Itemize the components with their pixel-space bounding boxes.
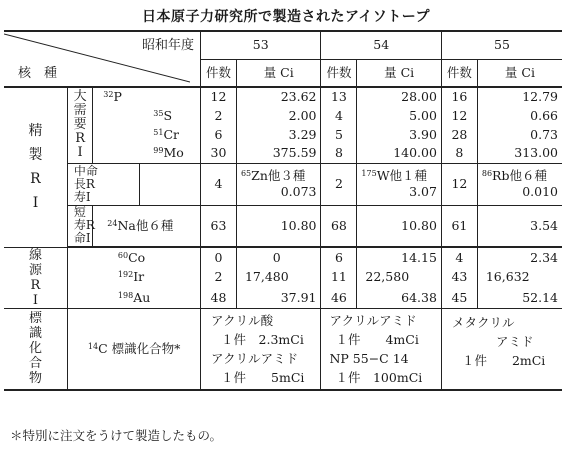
count-header-53: 件数 — [201, 59, 237, 87]
amount-55-ir192: 16,632 — [485, 269, 530, 285]
year-53-header: 53 — [201, 31, 321, 59]
labeled-55-line3: １件 2mCi — [461, 352, 546, 368]
count-55-ir192: 43 — [441, 267, 477, 287]
isotope-p32: $^{32}$P — [93, 87, 201, 106]
amount-54-p32: 28.00 — [357, 87, 442, 106]
refined-ri-group: 精 製 R I — [4, 87, 67, 247]
count-54-na24: 68 — [321, 205, 357, 247]
count-53-mid: 4 — [201, 163, 237, 205]
count-55-mid: 12 — [441, 163, 477, 205]
nuclide-53-mid: $^{65}$Zn他３種 0.073 — [236, 163, 321, 205]
count-53-ir192: 2 — [201, 267, 237, 287]
amount-54-mo99: 140.00 — [357, 144, 442, 163]
labeled-53 — [201, 308, 321, 390]
labeled-compound-group: 標 識 化 合 物 — [4, 308, 67, 390]
count-55-s35: 12 — [441, 106, 477, 125]
count-54-p32: 13 — [321, 87, 357, 106]
count-53-mo99: 30 — [201, 144, 237, 163]
amount-54-co60: 14.15 — [357, 247, 442, 267]
count-55-cr51: 28 — [441, 125, 477, 144]
amount-53-mid: 0.073 — [280, 184, 317, 199]
labeled-54-line3: NP 55−C 14 — [329, 350, 409, 366]
isotope-au198: $^{198}$Au — [67, 288, 200, 308]
amount-53-p32: 23.62 — [236, 87, 321, 106]
amount-53-co60: 0 — [236, 247, 321, 267]
count-53-p32: 12 — [201, 87, 237, 106]
amount-54-au198: 64.38 — [357, 288, 442, 308]
labeled-54-line2: １件 4mCi — [335, 331, 419, 347]
labeled-53-line4: １件 5mCi — [221, 369, 305, 385]
count-54-ir192: 11 — [321, 267, 357, 287]
labeled-53-line1: アクリル酸 — [211, 312, 274, 328]
mid-life-group: 中 長 寿命 R I — [67, 163, 139, 205]
header-corner-cell — [4, 31, 201, 87]
count-53-na24: 63 — [201, 205, 237, 247]
labeled-53-line2: １件 2.3mCi — [221, 331, 304, 347]
year-54-header: 54 — [321, 31, 441, 59]
count-54-mo99: 8 — [321, 144, 357, 163]
amount-55-cr51: 0.73 — [530, 126, 558, 142]
count-54-mid: 2 — [321, 163, 357, 205]
amount-54-na24: 10.80 — [357, 205, 442, 247]
labeled-54-line4: １件 100mCi — [335, 369, 423, 385]
count-54-cr51: 5 — [321, 125, 357, 144]
amount-54-mid: 3.07 — [409, 184, 437, 199]
amount-55-au198: 52.14 — [477, 288, 562, 308]
nuclide-label: 核 種 — [18, 66, 58, 81]
count-header-55: 件数 — [441, 59, 477, 87]
labeled-55 — [441, 308, 562, 390]
amount-55-s35: 0.66 — [530, 107, 558, 123]
count-53-s35: 2 — [201, 106, 237, 125]
isotope-co60: $^{60}$Co — [67, 247, 200, 267]
count-55-na24: 61 — [441, 205, 477, 247]
labeled-53-line3: アクリルアミド — [211, 350, 299, 366]
amount-53-mo99: 375.59 — [236, 144, 321, 163]
year-label: 昭和年度 — [142, 38, 195, 53]
amount-55-mo99: 313.00 — [477, 144, 562, 163]
amount-55-co60: 2.34 — [530, 249, 558, 265]
nuclide-54-mid: $^{175}$W他１種 3.07 — [357, 163, 442, 205]
amount-54-ir192: 22,580 — [357, 267, 442, 287]
count-54-co60: 6 — [321, 247, 357, 267]
amount-53-na24: 10.80 — [236, 205, 321, 247]
count-55-p32: 16 — [441, 87, 477, 106]
labeled-54 — [321, 308, 441, 390]
nuclide-55-mid: $^{86}$Rb他６種 0.010 — [477, 163, 562, 205]
amount-54-cr51: 3.90 — [357, 125, 442, 144]
count-55-co60: 4 — [441, 247, 477, 267]
amount-55-mid: 0.010 — [522, 184, 558, 199]
mid-life-spacer — [139, 163, 200, 205]
count-55-mo99: 8 — [441, 144, 477, 163]
source-ri-group: 線 源 R I — [4, 247, 67, 308]
amount-55-p32: 12.79 — [522, 89, 558, 104]
year-55-header: 55 — [441, 31, 562, 59]
footnote: ＊特別に注文をうけて製造したもの。 — [10, 428, 223, 443]
count-55-au198: 45 — [441, 288, 477, 308]
amount-53-ir192: 17,480 — [236, 267, 321, 287]
amount-55-na24: 3.54 — [477, 205, 562, 247]
count-53-au198: 48 — [201, 288, 237, 308]
count-53-cr51: 6 — [201, 125, 237, 144]
page-title: 日本原子力研究所で製造されたアイソトープ — [141, 9, 431, 25]
count-53-co60: 0 — [201, 247, 237, 267]
short-life-group: 短 寿 命 R I — [67, 205, 92, 247]
count-54-s35: 4 — [321, 106, 357, 125]
amount-53-au198: 37.91 — [236, 288, 321, 308]
amount-header-53: 量 Ci — [236, 59, 321, 87]
amount-54-s35: 5.00 — [357, 106, 442, 125]
isotope-mo99: $^{99}$Mo — [93, 144, 201, 163]
isotope-ir192: $^{192}$Ir — [67, 267, 200, 287]
isotope-cr51: $^{51}$Cr — [93, 125, 201, 144]
count-54-au198: 46 — [321, 288, 357, 308]
amount-53-s35: 2.00 — [236, 106, 321, 125]
labeled-55-line2: アミド — [495, 333, 534, 349]
isotope-production-table — [4, 30, 562, 391]
amount-header-55: 量 Ci — [477, 59, 562, 87]
amount-53-cr51: 3.29 — [236, 125, 321, 144]
high-demand-group: 大 需 要 R I — [67, 87, 92, 163]
labeled-compound-name: $^{14}$C 標識化合物* — [67, 308, 200, 390]
count-header-54: 件数 — [321, 59, 357, 87]
labeled-55-line1: メタクリル — [451, 314, 515, 330]
labeled-54-line1: アクリルアミド — [329, 312, 417, 328]
isotope-na24: $^{24}$Na他６種 — [93, 205, 201, 247]
amount-header-54: 量 Ci — [357, 59, 442, 87]
isotope-s35: $^{35}$S — [93, 106, 201, 125]
